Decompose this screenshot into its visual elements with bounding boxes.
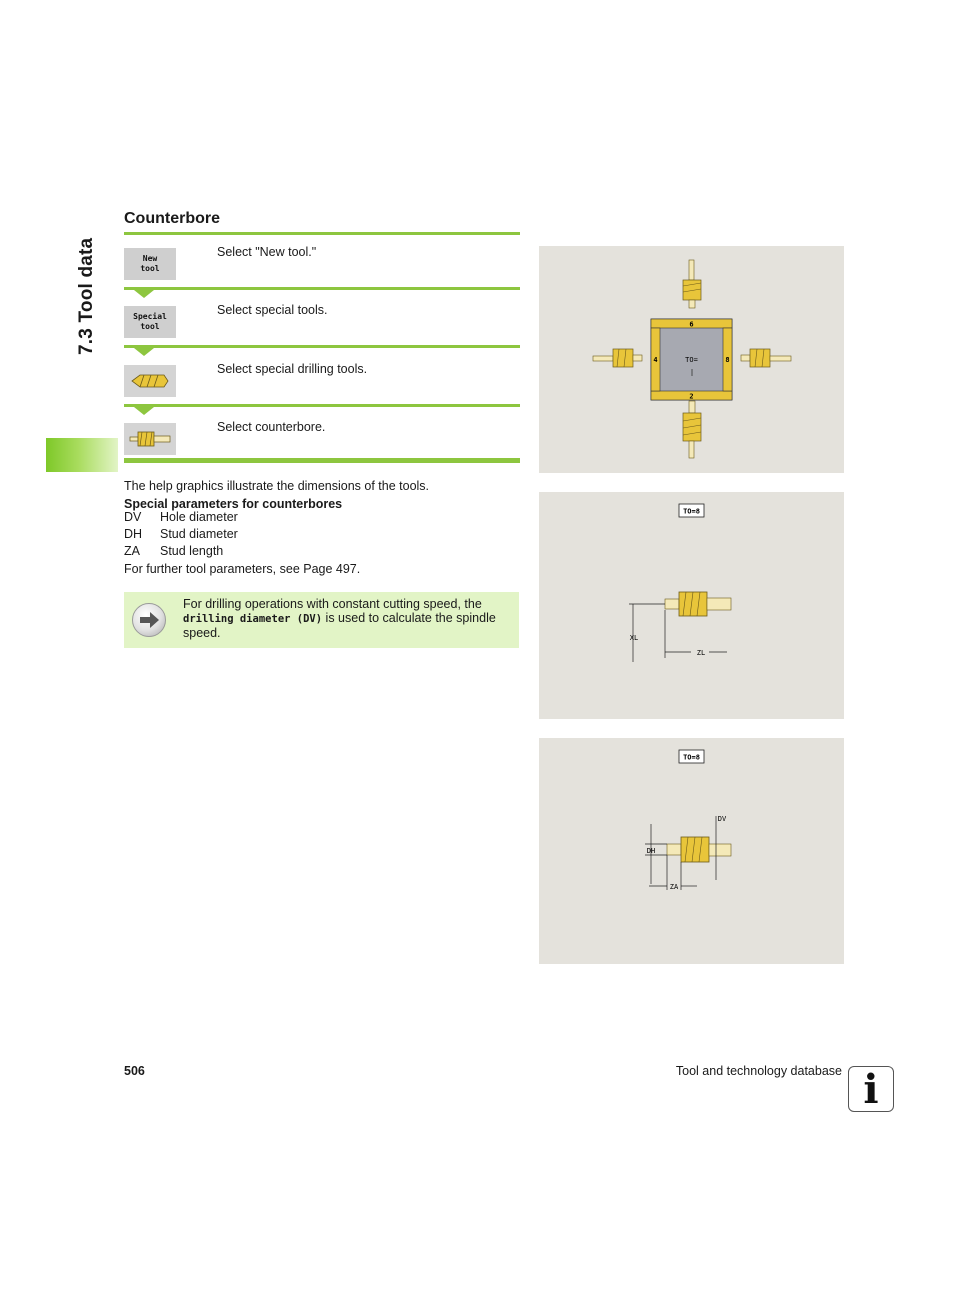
step-divider xyxy=(124,404,520,407)
new-tool-softkey[interactable]: New tool xyxy=(124,248,176,280)
chapter-title: 7.3 Tool data xyxy=(76,237,97,355)
note-code: drilling diameter (DV) xyxy=(183,613,323,625)
xl-label: XL xyxy=(629,634,639,642)
step-arrow-icon xyxy=(134,407,154,415)
steps-end-rule xyxy=(124,458,520,463)
param-desc: Hole diameter xyxy=(160,510,238,524)
step-divider xyxy=(124,232,520,235)
orientation-figure xyxy=(539,246,844,473)
param-row xyxy=(124,527,238,541)
page-number: 506 xyxy=(124,1064,145,1078)
orientation-label-6: 6 xyxy=(689,320,694,329)
param-row xyxy=(124,544,223,558)
param-row xyxy=(124,510,238,524)
section-title: Counterbore xyxy=(124,210,220,227)
note-box xyxy=(124,592,519,648)
param-desc: Stud diameter xyxy=(160,527,238,541)
counterbore-icon xyxy=(128,429,172,449)
intro-text: The help graphics illustrate the dimensions of the tools. xyxy=(124,479,430,493)
param-code: DH xyxy=(124,527,143,541)
length-figure xyxy=(539,492,844,719)
param-code: ZA xyxy=(124,544,140,558)
dv-label: DV xyxy=(717,815,727,823)
orientation-diagram xyxy=(539,246,844,473)
diameter-diagram xyxy=(539,738,844,964)
footer-chapter: Tool and technology database xyxy=(675,1064,842,1078)
step-text: Select counterbore. xyxy=(217,420,326,434)
diameter-figure xyxy=(539,738,844,964)
counterbore-softkey[interactable] xyxy=(124,423,176,455)
orientation-label-8: 8 xyxy=(725,356,730,364)
za-label: ZA xyxy=(669,883,679,891)
orientation-label-2: 2 xyxy=(689,392,694,401)
further-params-link[interactable]: For further tool parameters, see Page 497. xyxy=(124,562,361,576)
drill-icon xyxy=(130,372,170,390)
to-label: TO=8 xyxy=(683,753,700,762)
chapter-tab xyxy=(46,438,118,472)
info-icon: i xyxy=(848,1066,894,1112)
step-divider xyxy=(124,287,520,290)
param-desc: Stud length xyxy=(160,544,224,558)
params-heading: Special parameters for counterbores xyxy=(124,497,343,511)
note-text: For drilling operations with constant cutting speed, the drilling diameter (DV) is used to calculate the spindle speed. xyxy=(183,597,496,640)
step-arrow-icon xyxy=(134,348,154,356)
zl-label: ZL xyxy=(696,649,706,657)
orientation-center-label: TO= xyxy=(685,356,698,364)
step-text: Select special drilling tools. xyxy=(217,362,368,376)
step-arrow-icon xyxy=(134,290,154,298)
step-divider xyxy=(124,345,520,348)
arrow-right-icon xyxy=(132,603,166,637)
param-code: DV xyxy=(124,510,142,524)
orientation-label-4: 4 xyxy=(653,356,658,364)
to-label: TO=8 xyxy=(683,507,700,516)
special-drilling-softkey[interactable] xyxy=(124,365,176,397)
step-text: Select "New tool." xyxy=(217,245,317,259)
dh-label: DH xyxy=(646,847,656,855)
length-diagram xyxy=(539,492,844,719)
step-text: Select special tools. xyxy=(217,303,328,317)
special-tool-softkey[interactable]: Special tool xyxy=(124,306,176,338)
